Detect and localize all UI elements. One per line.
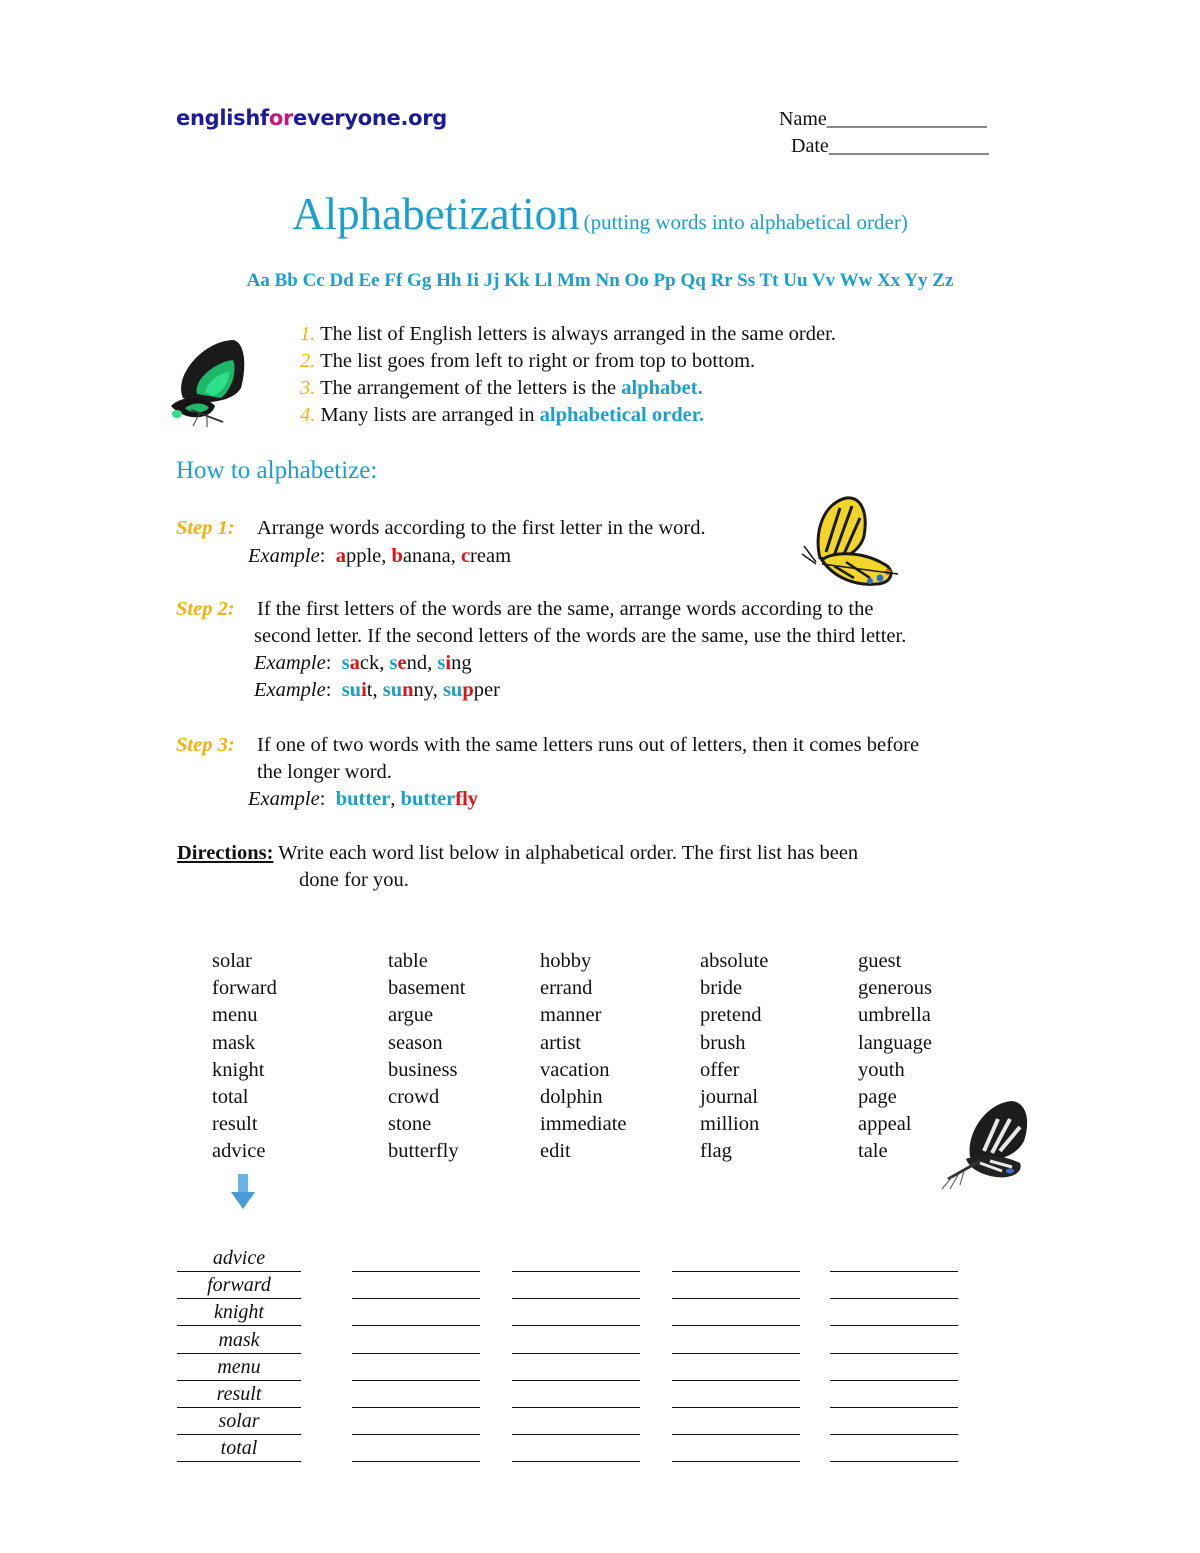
rule-number: 4. xyxy=(300,404,316,426)
rule-1 xyxy=(300,323,836,346)
answer-blank[interactable] xyxy=(672,1288,800,1299)
example-label: Example xyxy=(254,679,326,701)
name-field[interactable]: Name________________ xyxy=(779,108,987,130)
step-3-line1: If one of two words with the same letters runs out of letters, then it comes before xyxy=(257,734,920,756)
ex-prefix: s xyxy=(389,652,398,674)
word-list-item: season xyxy=(388,1031,443,1054)
title-main: Alphabetization xyxy=(292,189,580,239)
logo-text-part3: everyone.org xyxy=(293,106,448,130)
word-list-item: tale xyxy=(858,1140,888,1163)
answer-blank[interactable] xyxy=(672,1343,800,1354)
howto-heading: How to alphabetize: xyxy=(176,457,378,484)
rule-text: The arrangement of the letters is the xyxy=(320,377,622,399)
yellow-swallowtail-butterfly-icon xyxy=(800,494,902,592)
word-list-item: solar xyxy=(212,950,252,972)
logo-text-part1: englishf xyxy=(176,106,269,130)
step-1-example: Example: apple, banana, cream xyxy=(248,545,512,567)
answer-blank[interactable] xyxy=(672,1370,800,1381)
step-1-text: Arrange words according to the first letter in the word. xyxy=(257,517,706,539)
rule-text: Many lists are arranged in xyxy=(320,404,540,426)
word-list-item: umbrella xyxy=(858,1004,931,1027)
ex-prefix: su xyxy=(442,679,463,701)
title-subtitle: (putting words into alphabetical order) xyxy=(583,210,908,234)
word-list-item: knight xyxy=(212,1058,265,1081)
rule-number: 2. xyxy=(300,350,316,372)
answer-blank[interactable] xyxy=(830,1397,958,1408)
answer-blank[interactable] xyxy=(830,1451,958,1462)
green-black-butterfly-icon xyxy=(163,336,253,428)
down-arrow-icon xyxy=(231,1174,255,1210)
ex-prefix: s xyxy=(341,652,350,674)
ex-highlight: p xyxy=(462,679,474,701)
step-2-label: Step 2: xyxy=(176,598,235,620)
word-list-item: appeal xyxy=(858,1113,912,1136)
answer-blank[interactable] xyxy=(512,1397,640,1408)
answer-blank[interactable] xyxy=(352,1261,480,1272)
ex-highlight: c xyxy=(460,545,471,567)
answer-line: forward xyxy=(177,1273,301,1299)
word-list-item: forward xyxy=(212,977,277,1000)
directions-label: Directions: xyxy=(177,842,274,864)
answer-blank[interactable] xyxy=(352,1315,480,1326)
directions-line1 xyxy=(177,842,858,865)
ex-word: t xyxy=(366,679,373,701)
example-label: Example xyxy=(248,788,320,810)
step-2-line2: second letter. If the second letters of the words are the same, use the third letter. xyxy=(254,625,907,647)
logo-text-part2: or xyxy=(268,106,293,130)
ex-word: per xyxy=(473,679,500,701)
word-list-item: language xyxy=(858,1031,932,1054)
word-list-item: flag xyxy=(700,1140,732,1163)
step-1-label: Step 1: xyxy=(176,517,235,539)
word-list-item: menu xyxy=(212,1004,258,1027)
answer-blank[interactable] xyxy=(830,1261,958,1272)
word-list-item: page xyxy=(858,1086,897,1108)
answer-blank[interactable] xyxy=(352,1288,480,1299)
word-list-item: basement xyxy=(388,977,466,1000)
ex-prefix: su xyxy=(341,679,362,701)
ex-highlight: b xyxy=(391,545,403,567)
word-list-item: absolute xyxy=(700,950,769,972)
answer-blank[interactable] xyxy=(672,1315,800,1326)
word-list-item: guest xyxy=(858,950,902,972)
step-2-example-2: Example: suit, sunny, supper xyxy=(254,679,500,701)
ex-word: pple xyxy=(345,545,382,567)
answer-blank[interactable] xyxy=(830,1370,958,1381)
date-field[interactable]: Date________________ xyxy=(791,135,989,157)
ex-word: butter xyxy=(335,788,391,810)
answer-line: mask xyxy=(177,1328,301,1354)
ex-highlight: a xyxy=(335,545,346,567)
word-list-item: million xyxy=(700,1113,760,1136)
word-list-item: offer xyxy=(700,1058,740,1081)
word-list-item: crowd xyxy=(388,1086,440,1108)
rule-text: The list of English letters is always arranged in the same order. xyxy=(320,323,836,345)
step-3-label: Step 3: xyxy=(176,734,235,756)
rule-3 xyxy=(300,377,703,400)
word-list-item: journal xyxy=(700,1086,759,1108)
word-list-item: immediate xyxy=(540,1113,627,1136)
answer-line: menu xyxy=(177,1355,301,1381)
answer-blank[interactable] xyxy=(352,1370,480,1381)
answer-blank[interactable] xyxy=(352,1424,480,1435)
answer-line: knight xyxy=(177,1300,301,1326)
rule-highlight: alphabet. xyxy=(621,377,703,399)
word-list-item: artist xyxy=(540,1031,581,1054)
answer-blank[interactable] xyxy=(512,1261,640,1272)
answer-blank[interactable] xyxy=(352,1343,480,1354)
answer-blank[interactable] xyxy=(830,1315,958,1326)
ex-highlight: a xyxy=(349,652,360,674)
step-2-example-1: Example: sack, send, sing xyxy=(254,652,472,674)
answer-blank[interactable] xyxy=(512,1451,640,1462)
answer-blank[interactable] xyxy=(830,1343,958,1354)
rule-4 xyxy=(300,404,704,427)
ex-word: nd xyxy=(406,652,428,674)
ex-prefix: su xyxy=(382,679,403,701)
ex-highlight: n xyxy=(402,679,414,701)
site-logo[interactable] xyxy=(176,106,447,130)
example-label: Example xyxy=(254,652,326,674)
answer-line: result xyxy=(177,1382,301,1408)
answer-blank[interactable] xyxy=(672,1424,800,1435)
ex-highlight: i xyxy=(361,679,367,701)
answer-blank[interactable] xyxy=(512,1424,640,1435)
directions-text: Write each word list below in alphabetical order. The first list has been xyxy=(273,842,859,864)
word-list-item: advice xyxy=(212,1140,266,1163)
ex-word: ng xyxy=(451,652,472,674)
answer-line: advice xyxy=(177,1246,301,1272)
word-list-item: bride xyxy=(700,977,743,1000)
word-list-item: total xyxy=(212,1086,249,1108)
step-3-line2: the longer word. xyxy=(257,761,392,783)
answer-blank[interactable] xyxy=(352,1451,480,1462)
alphabet-line: Aa Bb Cc Dd Ee Ff Gg Hh Ii Jj Kk Ll Mm Nn Oo Pp Qq Rr Ss Tt Uu Vv Ww Xx Yy Zz xyxy=(246,270,954,291)
page-title xyxy=(0,188,1200,240)
rule-2 xyxy=(300,350,755,373)
answer-blank[interactable] xyxy=(512,1370,640,1381)
ex-highlight: i xyxy=(445,652,452,674)
word-list-item: youth xyxy=(858,1058,905,1081)
word-list-item: pretend xyxy=(700,1004,762,1027)
word-list-item: generous xyxy=(858,977,933,1000)
word-list-item: mask xyxy=(212,1031,256,1054)
ex-word: ny xyxy=(413,679,433,701)
ex-word: ream xyxy=(470,545,512,567)
word-list-item: result xyxy=(212,1113,258,1136)
word-list-item: argue xyxy=(388,1004,434,1027)
word-list-item: edit xyxy=(540,1140,571,1163)
word-list-item: table xyxy=(388,950,428,972)
word-list-item: errand xyxy=(540,977,593,1000)
ex-highlight: e xyxy=(397,652,407,674)
answer-line: total xyxy=(177,1436,301,1462)
word-list-item: hobby xyxy=(540,950,592,972)
ex-word: ck xyxy=(359,652,380,674)
answer-blank[interactable] xyxy=(830,1424,958,1435)
answer-blank[interactable] xyxy=(672,1397,800,1408)
answer-blank[interactable] xyxy=(512,1315,640,1326)
answer-blank[interactable] xyxy=(830,1288,958,1299)
rule-text: The list goes from left to right or from top to bottom. xyxy=(320,350,756,372)
answer-line: solar xyxy=(177,1409,301,1435)
answer-blank[interactable] xyxy=(512,1288,640,1299)
rule-number: 3. xyxy=(300,377,316,399)
word-list-item: business xyxy=(388,1058,458,1081)
example-label: Example xyxy=(248,545,320,567)
step-3-example: Example: butter, butterfly xyxy=(248,788,479,810)
black-white-butterfly-icon xyxy=(940,1097,1032,1191)
word-list-item: stone xyxy=(388,1113,432,1136)
ex-highlight: fly xyxy=(455,788,479,810)
answer-blank[interactable] xyxy=(512,1343,640,1354)
word-list-item: butterfly xyxy=(388,1140,459,1163)
answer-blank[interactable] xyxy=(352,1397,480,1408)
ex-word: anana xyxy=(402,545,451,567)
directions-line2: done for you. xyxy=(299,869,409,891)
word-list-item: vacation xyxy=(540,1058,610,1081)
answer-blank[interactable] xyxy=(672,1261,800,1272)
rule-number: 1. xyxy=(300,323,316,345)
word-list-item: brush xyxy=(700,1031,746,1054)
ex-prefix: s xyxy=(437,652,446,674)
rule-highlight: alphabetical order. xyxy=(539,404,705,426)
step-2-line1: If the first letters of the words are the same, arrange words according to the xyxy=(257,598,874,620)
answer-blank[interactable] xyxy=(672,1451,800,1462)
word-list-item: manner xyxy=(540,1004,602,1027)
word-list-item: dolphin xyxy=(540,1086,603,1108)
ex-prefix: butter xyxy=(400,788,456,810)
